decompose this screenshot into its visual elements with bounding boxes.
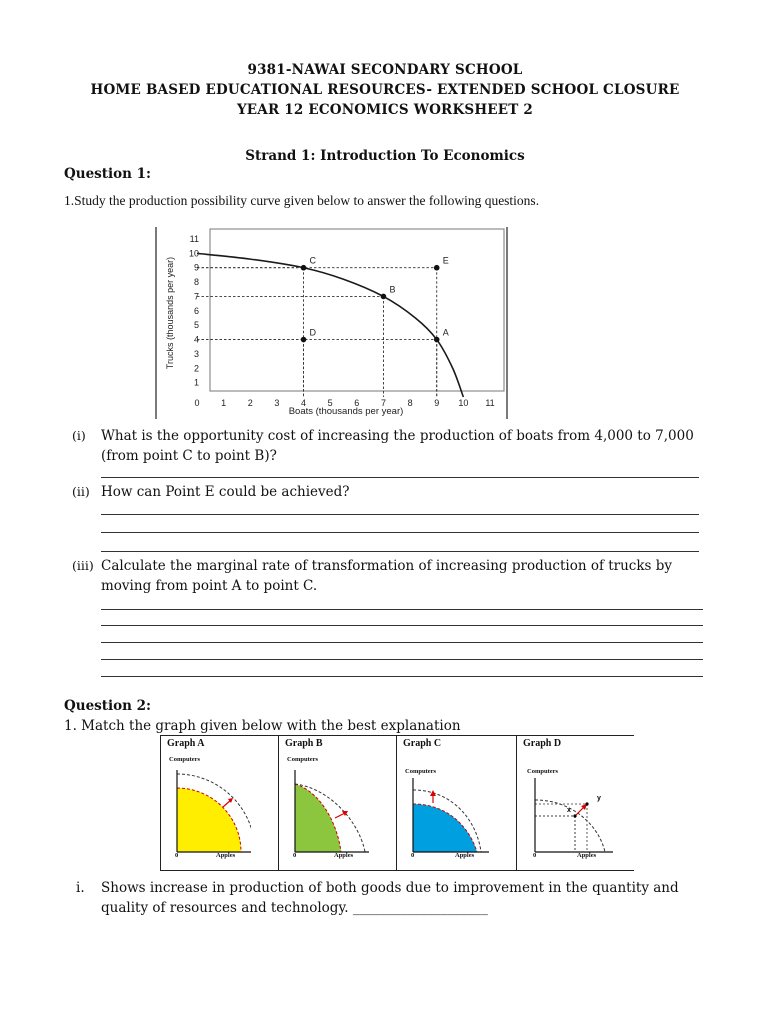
chart-y-tick-label: 7 — [193, 291, 199, 302]
question-2-heading: Question 2: — [64, 698, 152, 714]
chart-point-a — [434, 337, 440, 343]
graph-b-area — [295, 784, 341, 852]
chart-x-tick-label: 8 — [407, 398, 413, 408]
q2-item-1-text: Shows increase in production of both goods due to improvement in the quantity and quality of resources and technology. ____________________ — [101, 880, 679, 916]
chart-y-tick-label: 1 — [193, 377, 199, 388]
graph-a-x-label: Apples — [216, 852, 236, 859]
graph-d-point-x-label: x — [567, 807, 571, 814]
graph-d-box — [535, 816, 575, 852]
chart-point-b-label: B — [389, 284, 396, 295]
answer-line[interactable] — [101, 514, 699, 515]
chart-x-tick-label: 4 — [301, 398, 307, 408]
graph-a-origin: 0 — [175, 852, 179, 859]
graph-b-x-label: Apples — [334, 852, 354, 859]
plot-area-border — [210, 229, 504, 391]
graph-a-area — [177, 788, 241, 852]
chart-y-tick-label: 3 — [193, 348, 199, 359]
graph-c-y-label: Computers — [405, 768, 437, 775]
graph-a-y-label: Computers — [169, 756, 201, 763]
chart-y-tick-label: 10 — [188, 248, 199, 259]
chart-x-tick-label: 2 — [247, 398, 253, 408]
answer-line[interactable] — [101, 551, 699, 552]
chart-point-e-label: E — [442, 255, 449, 266]
worksheet-title: YEAR 12 ECONOMICS WORKSHEET 2 — [236, 102, 534, 118]
chart-x-tick-label: 3 — [274, 398, 280, 408]
chart-point-d-label: D — [309, 327, 317, 338]
chart-x-tick-label: 6 — [354, 398, 360, 408]
graph-d-cell — [516, 736, 635, 870]
question-1-heading: Question 1: — [64, 166, 152, 182]
graph-a-title: Graph A — [167, 738, 205, 749]
graph-c-plot — [407, 776, 491, 856]
graph-table — [160, 735, 634, 871]
graph-c-area — [413, 804, 477, 852]
chart-y-tick-label: 9 — [193, 262, 199, 273]
question-2-instruction: 1. Match the graph given below with the best explanation — [64, 718, 461, 734]
graph-d-title: Graph D — [523, 738, 562, 749]
graph-b-arrow — [335, 813, 345, 818]
chart-y-label: Trucks (thousands per year) — [165, 256, 175, 370]
answer-line[interactable] — [101, 625, 703, 626]
chart-x-tick-label: 11 — [485, 398, 495, 408]
q1-item-1-text: What is the opportunity cost of increasing the production of boats from 4,000 to 7,000 (from point C to point B)? — [101, 428, 694, 464]
answer-line[interactable] — [101, 477, 699, 478]
graph-c-title: Graph C — [403, 738, 442, 749]
graph-b-y-label: Computers — [287, 756, 319, 763]
q2-item-1-number: i. — [76, 880, 85, 896]
graph-d-plot — [529, 776, 615, 856]
q1-item-2-text: How can Point E could be achieved? — [101, 484, 350, 500]
chart-y-tick-label: 4 — [193, 334, 199, 345]
chart-point-d — [301, 337, 307, 343]
chart-x-tick-label: 7 — [380, 398, 386, 408]
chart-x-label: Boats (thousands per year) — [288, 406, 404, 417]
answer-line[interactable] — [101, 676, 703, 677]
graph-d-x-label: Apples — [577, 852, 597, 859]
chart-x-tick-label: 9 — [434, 398, 440, 408]
chart-x-tick-label: 0 — [194, 398, 200, 408]
answer-line[interactable] — [101, 609, 703, 610]
q1-item-2-number: (ii) — [72, 484, 90, 499]
chart-point-a-label: A — [442, 327, 449, 338]
graph-c-cell — [396, 736, 517, 870]
graph-c-origin: 0 — [411, 852, 415, 859]
ppc-chart — [155, 225, 511, 421]
answer-line[interactable] — [101, 659, 703, 660]
graph-d-point-y-label: y — [597, 795, 601, 802]
graph-d-y-label: Computers — [527, 768, 559, 775]
chart-y-tick-label: 5 — [193, 320, 199, 331]
chart-x-tick-label: 10 — [458, 398, 469, 408]
chart-point-e — [434, 265, 440, 271]
chart-point-c — [301, 265, 307, 271]
chart-y-tick-label: 8 — [193, 277, 199, 288]
resource-title: HOME BASED EDUCATIONAL RESOURCES- EXTENDED SCHOOL CLOSURE — [90, 82, 680, 98]
strand-title: Strand 1: Introduction To Economics — [245, 148, 525, 164]
graph-d-point-y — [585, 802, 588, 805]
question-1-instruction: 1.Study the production possibility curve given below to answer the following questions. — [64, 193, 540, 208]
answer-line[interactable] — [101, 532, 699, 533]
q1-item-3-text: Calculate the marginal rate of transformation of increasing production of trucks by moving from point A to point C. — [101, 558, 673, 594]
chart-y-tick-label: 2 — [193, 363, 199, 374]
graph-table-bottom-border — [160, 870, 634, 871]
graph-b-cell — [278, 736, 397, 870]
ppc-curve-line — [197, 253, 463, 397]
q1-item-3-number: (iii) — [72, 558, 94, 573]
graph-d-origin: 0 — [533, 852, 537, 859]
graph-b-origin: 0 — [293, 852, 297, 859]
graph-a-cell — [160, 736, 279, 870]
graph-a-plot — [171, 766, 251, 856]
chart-y-tick-label: 6 — [193, 305, 199, 316]
chart-x-tick-label: 5 — [327, 398, 333, 408]
chart-y-tick-label: 11 — [189, 234, 199, 244]
answer-line[interactable] — [101, 642, 703, 643]
graph-c-x-label: Apples — [455, 852, 475, 859]
graph-b-title: Graph B — [285, 738, 323, 749]
school-name: 9381-NAWAI SECONDARY SCHOOL — [247, 62, 523, 78]
chart-point-b — [381, 294, 387, 300]
chart-point-c-label: C — [309, 255, 317, 266]
q1-item-1-number: (i) — [72, 428, 86, 443]
graph-b-plot — [289, 766, 369, 856]
chart-x-tick-label: 1 — [221, 398, 227, 408]
graph-d-point-x — [573, 814, 576, 817]
